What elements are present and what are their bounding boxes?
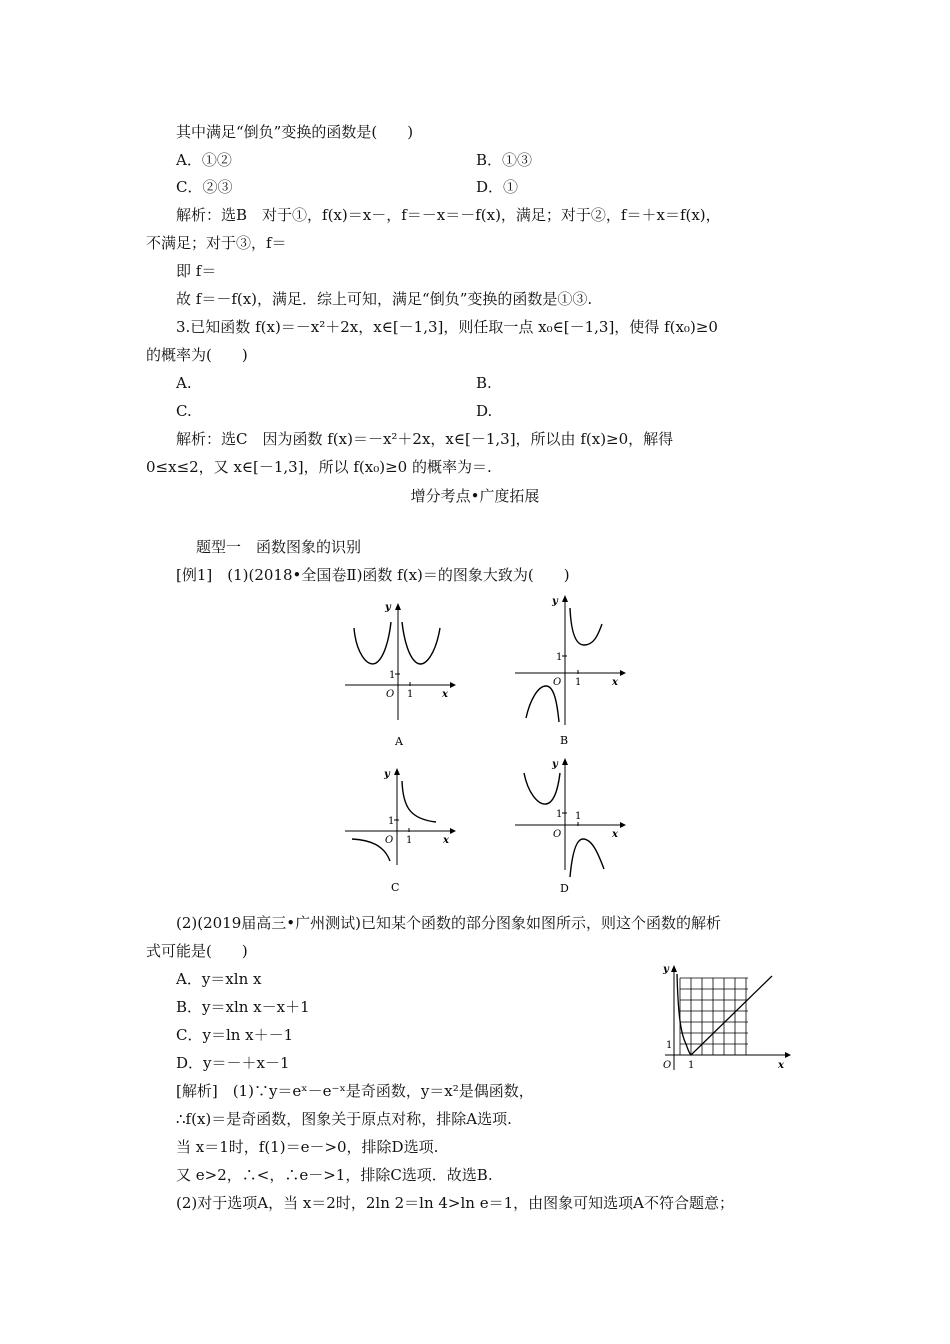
example1-stem: [例1] (1)(2018•全国卷Ⅱ)函数 f(x)＝的图象大致为( ) [176, 566, 570, 584]
y-axis-arrow [562, 595, 568, 602]
example2-option-d: D．y＝－＋x－1 [176, 1054, 290, 1072]
y-one-label: 1 [389, 670, 396, 681]
q3-option-a: A. [176, 374, 192, 392]
graph-a-label: A [395, 735, 403, 748]
y-label: y [663, 964, 669, 975]
curve-left [526, 686, 559, 722]
graph-c-label: C [391, 881, 400, 894]
x-one-label: 1 [406, 835, 413, 846]
x-one-label: 1 [575, 677, 582, 688]
x-label: x [612, 677, 618, 688]
x-one-label: 1 [407, 689, 414, 700]
graph-b [510, 590, 630, 750]
y-one-label: 1 [666, 1040, 673, 1051]
graph-d-label: D [560, 882, 569, 895]
graph-d [510, 755, 630, 895]
y-axis-arrow [671, 965, 677, 972]
x-label: x [442, 689, 448, 700]
origin-label: O [663, 1060, 672, 1071]
origin-label: O [553, 829, 562, 840]
x-label: x [443, 835, 449, 846]
q2-option-c: C．②③ [176, 178, 233, 196]
curve-right [402, 781, 436, 822]
x-axis-arrow [450, 682, 456, 688]
analysis-line3: 当 x＝1时，f(1)＝e－>0，排除D选项. [176, 1138, 439, 1156]
q2-solution-line2: 不满足；对于③，f＝ [146, 234, 287, 252]
y-one-label: 1 [556, 652, 563, 663]
origin-label: O [386, 689, 395, 700]
x-axis-arrow [785, 1052, 791, 1058]
example2-graph [650, 960, 800, 1075]
graph-b-label: B [560, 734, 569, 747]
q3-option-b: B. [476, 374, 492, 392]
y-one-label: 1 [556, 809, 563, 820]
origin-label: O [553, 677, 562, 688]
x-axis-arrow [450, 828, 456, 834]
grid [680, 978, 748, 1055]
example2-option-c: C．y＝ln x＋－1 [176, 1026, 294, 1044]
q2-solution-line4: 故 f＝－f(x)，满足．综上可知，满足“倒负”变换的函数是①③. [176, 290, 593, 308]
q2-option-a: A．①② [176, 151, 232, 169]
q3-stem-line1: 3.已知函数 f(x)＝－x²＋2x，x∈[－1,3]，则任取一点 x₀∈[－1,3]，使得 f(x₀)≥0 [176, 318, 718, 336]
x-one-label: 1 [688, 1060, 695, 1071]
q3-option-d: D. [476, 402, 493, 420]
y-label: y [384, 769, 390, 780]
y-one-label: 1 [388, 816, 395, 827]
q3-stem-line2: 的概率为( ) [146, 346, 248, 364]
analysis-line2: ∴f(x)＝是奇函数，图象关于原点对称，排除A选项. [176, 1110, 512, 1128]
example2-option-b: B．y＝xln x－x＋1 [176, 998, 310, 1016]
y-axis-arrow [395, 603, 401, 610]
curve-left [354, 622, 391, 664]
q3-solution-line1: 解析：选C 因为函数 f(x)＝－x²＋2x，x∈[－1,3]，所以由 f(x)≥0，解得 [176, 430, 674, 448]
origin-label: O [385, 835, 394, 846]
y-label: y [385, 602, 391, 613]
x-axis-arrow [620, 670, 626, 676]
graph-a [340, 600, 460, 750]
analysis-line5: (2)对于选项A，当 x＝2时，2ln 2＝ln 4>ln e＝1，由图象可知选项A不符合题意； [176, 1194, 734, 1212]
q2-stem: 其中满足“倒负”变换的函数是( ) [176, 123, 414, 141]
analysis-line4: 又 e>2，∴<，∴e－>1，排除C选项．故选B. [176, 1166, 493, 1184]
x-axis-arrow [620, 822, 626, 828]
example2-stem-line1: (2)(2019届高三•广州测试)已知某个函数的部分图象如图所示，则这个函数的解析 [176, 914, 721, 932]
x-label: x [778, 1060, 784, 1071]
x-one-label: 1 [575, 811, 582, 822]
q2-solution-line1: 解析：选B 对于①，f(x)＝x－，f＝－x＝－f(x)，满足；对于②，f＝＋x＝f(x)， [176, 206, 721, 224]
example2-stem-line2: 式可能是( ) [146, 942, 248, 960]
x-label: x [612, 829, 618, 840]
y-axis-arrow [562, 758, 568, 765]
y-axis-arrow [394, 768, 400, 775]
y-label: y [552, 596, 558, 607]
q3-solution-line2: 0≤x≤2，又 x∈[－1,3]，所以 f(x₀)≥0 的概率为＝. [146, 458, 492, 476]
q2-solution-line3: 即 f＝ [176, 262, 217, 280]
curve-right [402, 622, 440, 664]
q3-option-c: C. [176, 402, 192, 420]
y-label: y [552, 759, 558, 770]
example2-option-a: A．y＝xln x [176, 970, 262, 988]
curve-right [570, 839, 604, 877]
curve-right [570, 608, 602, 645]
section-title: 增分考点•广度拓展 [410, 487, 540, 505]
curve-left [524, 773, 560, 804]
q2-option-d: D．① [476, 178, 519, 196]
topic-title: 题型一 函数图象的识别 [196, 538, 362, 556]
q2-option-b: B．①③ [476, 151, 533, 169]
analysis-line1: [解析] (1)∵y＝eˣ－e⁻ˣ是奇函数，y＝x²是偶函数， [176, 1082, 534, 1100]
graph-c [340, 765, 460, 895]
